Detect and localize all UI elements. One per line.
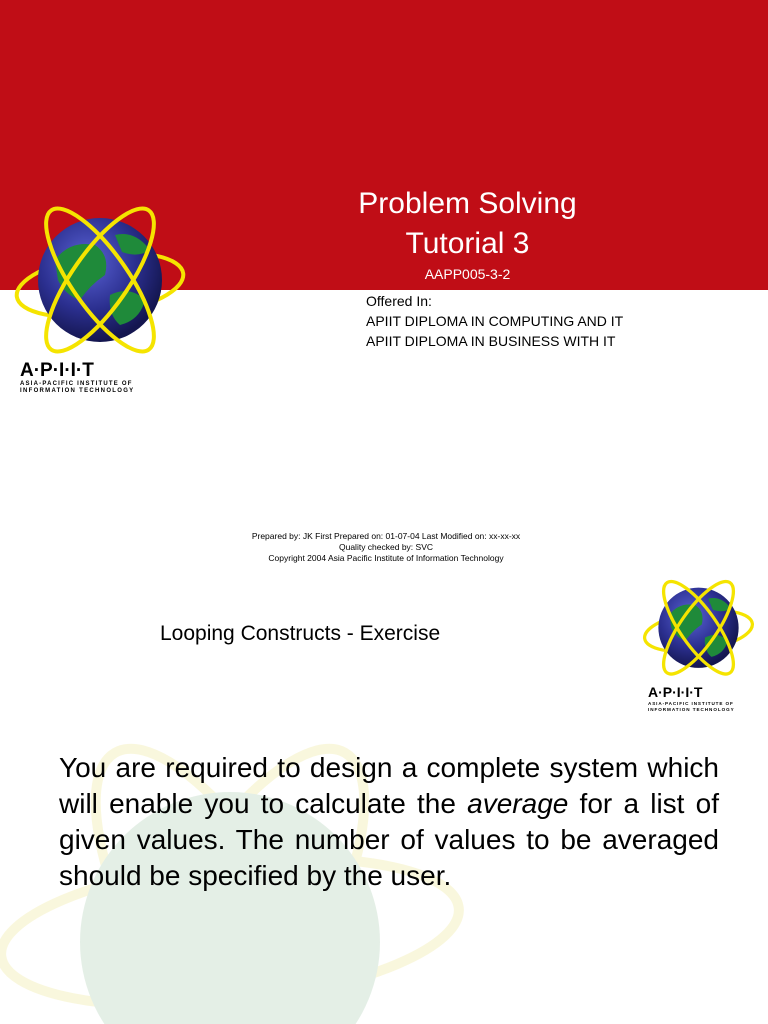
footer-quality: Quality checked by: SVC: [338, 542, 433, 552]
module-code: AAPP005-3-2: [424, 266, 511, 282]
logo-tagline-2: INFORMATION TECHNOLOGY: [648, 707, 735, 712]
logo-tagline-2: INFORMATION TECHNOLOGY: [20, 388, 135, 394]
description-emphasis: average: [467, 788, 569, 819]
programme-business: APIIT DIPLOMA IN BUSINESS WITH IT: [366, 333, 616, 349]
slide-title: Problem Solving: [358, 187, 577, 220]
exercise-heading: Looping Constructs - Exercise: [160, 622, 441, 645]
offered-label: Offered In:: [366, 293, 432, 309]
footer-prepared: Prepared by: JK First Prepared on: 01-07-04 Last Modified on: xx-xx-xx: [251, 531, 521, 541]
apiit-logo-small: [636, 576, 761, 726]
footer-copyright: Copyright 2004 Asia Pacific Institute of Information Technology: [268, 553, 504, 563]
exercise-slide: [0, 512, 768, 1024]
description-text-end: for a list of given values. The number of values to be averaged should be specified by the user.: [59, 788, 719, 891]
globe-atom-icon: [10, 200, 190, 370]
logo-tagline-1: ASIA-PACIFIC INSTITUTE OF: [648, 701, 734, 706]
slide-subtitle: Tutorial 3: [405, 227, 530, 260]
logo-tagline-1: ASIA-PACIFIC INSTITUTE OF: [20, 381, 133, 387]
description-text-start: You are required to design a complete system which will enable you to calculate the: [59, 752, 719, 819]
exercise-description: [59, 750, 719, 894]
offered-in-block: [366, 291, 623, 351]
logo-wordmark: A·P·I·I·T: [648, 684, 703, 700]
logo-wordmark: A·P·I·I·T: [20, 360, 94, 381]
globe-atom-icon: [636, 576, 761, 686]
programme-computing: APIIT DIPLOMA IN COMPUTING AND IT: [366, 313, 624, 329]
apiit-logo: [10, 200, 190, 400]
